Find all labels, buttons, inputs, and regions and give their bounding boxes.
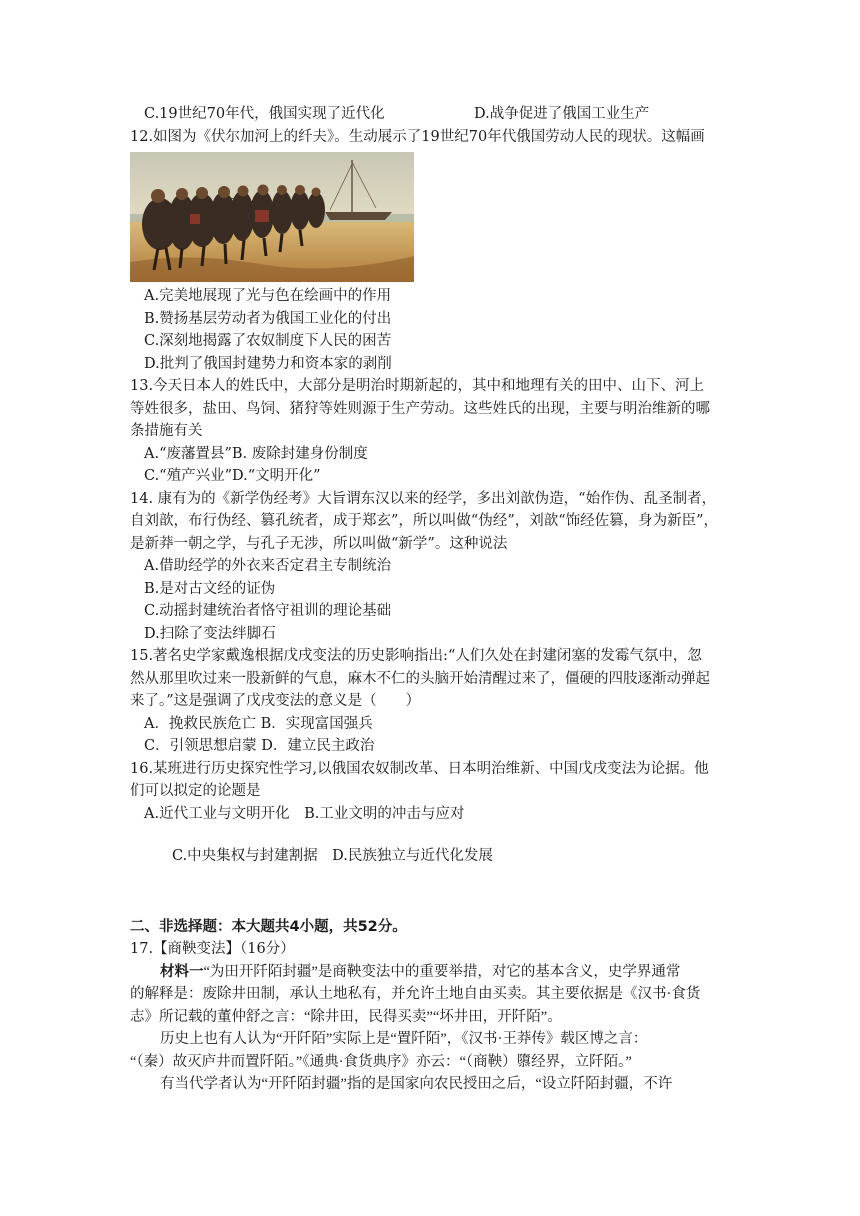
option-14d: D.扫除了变法绊脚石 <box>144 626 276 642</box>
volga-barge-haulers-painting <box>130 152 414 282</box>
option-16ab: A.近代工业与文明开化 B.工业文明的冲击与应对 <box>144 806 465 822</box>
material-1-line2: 的解释是：废除井田制，承认土地私有，并允许土地自由买卖。其主要依据是《汉书·食货 <box>130 986 701 1002</box>
option-16cd: C.中央集权与封建割据 D.民族独立与近代化发展 <box>172 848 493 864</box>
option-13cd: C.“殖产兴业”D.“文明开化” <box>144 468 321 484</box>
material-1-line5: “（秦）故灭庐井而置阡陌。”《通典·食货典序》亦云：“（商鞅）隳经界，立阡陌。” <box>130 1054 632 1070</box>
question-13-line2: 等姓很多，盐田、鸟饲、猪狩等姓则源于生产劳动。这些姓氏的出现，主要与明治维新的哪 <box>130 401 710 417</box>
question-13-line1: 13.今天日本人的姓氏中，大部分是明治时期新起的，其中和地理有关的田中、山下、河上 <box>130 378 705 394</box>
material-1-line6: 有当代学者认为“开阡陌封疆”指的是国家向农民授田之后，“设立阡陌封疆，不许 <box>160 1076 673 1092</box>
question-14-line2: 自刘歆，布行伪经、篡孔统者，成于郑玄”，所以叫做“伪经”，刘歆“饰经佐篡，身为新臣”， <box>130 513 719 529</box>
material-1-line1 <box>160 961 680 983</box>
option-13ab: A.“废藩置县”B. 废除封建身份制度 <box>144 446 368 462</box>
option-15ab: A．挽救民族危亡 B．实现富国强兵 <box>144 716 373 732</box>
material-1-line3: 志》所记载的董仲舒之言：“除井田，民得买卖”“坏井田，开阡陌”。 <box>130 1009 562 1025</box>
material-1-label: 材料一 <box>160 964 204 980</box>
material-1-text: “为田开阡陌封疆”是商鞅变法中的重要举措，对它的基本含义，史学界通常 <box>203 964 681 980</box>
question-13-line3: 条措施有关 <box>130 423 203 439</box>
question-14-line3: 是新莽一朝之学，与孔子无涉，所以叫做“新学”。这种说法 <box>130 536 508 552</box>
option-12b: B.赞扬基层劳动者为俄国工业化的付出 <box>144 311 392 327</box>
question-12: 12.如图为《伏尔加河上的纤夫》。生动展示了19世纪70年代俄国劳动人民的现状。这幅画 <box>130 129 705 145</box>
question-15-line1: 15.著名史学家戴逸根据戊戌变法的历史影响指出:“人们久处在封建闭塞的发霉气氛中，忽 <box>130 648 702 664</box>
question-14-line1: 14. 康有为的《新学伪经考》大旨谓东汉以来的经学，多出刘歆伪造，“始作伪、乱圣制者， <box>130 491 717 507</box>
option-14b: B.是对古文经的证伪 <box>144 581 276 597</box>
option-15cd: C．引领思想启蒙 D．建立民主政治 <box>144 738 375 754</box>
option-14c: C.动摇封建统治者恪守祖训的理论基础 <box>144 603 392 619</box>
question-15-line2: 然从那里吹过来一股新鲜的气息，麻木不仁的头脑开始清醒过来了，僵硬的四肢逐渐动弹起 <box>130 671 710 687</box>
section-2-heading: 二、非选择题：本大题共4小题，共52分。 <box>130 919 407 935</box>
option-12c: C.深刻地揭露了农奴制度下人民的困苦 <box>144 333 392 349</box>
question-17-title: 17.【商鞅变法】（16分） <box>130 941 295 957</box>
question-16-line2: 们可以拟定的论题是 <box>130 783 261 799</box>
option-12d: D.批判了俄国封建势力和资本家的剥削 <box>144 356 392 372</box>
option-11d: D.战争促进了俄国工业生产 <box>474 106 650 122</box>
option-12a: A.完美地展现了光与色在绘画中的作用 <box>144 288 392 304</box>
option-14a: A.借助经学的外衣来否定君主专制统治 <box>144 558 392 574</box>
material-1-line4: 历史上也有人认为“开阡陌”实际上是“置阡陌”，《汉书·王莽传》载区博之言： <box>160 1031 648 1047</box>
option-11c: C.19世纪70年代，俄国实现了近代化 <box>144 106 385 122</box>
question-15-line3: 来了。”这是强调了戊戌变法的意义是（ ） <box>130 693 421 709</box>
question-16-line1: 16.某班进行历史探究性学习,以俄国农奴制改革、日本明治维新、中国戊戌变法为论据。他 <box>130 761 709 777</box>
